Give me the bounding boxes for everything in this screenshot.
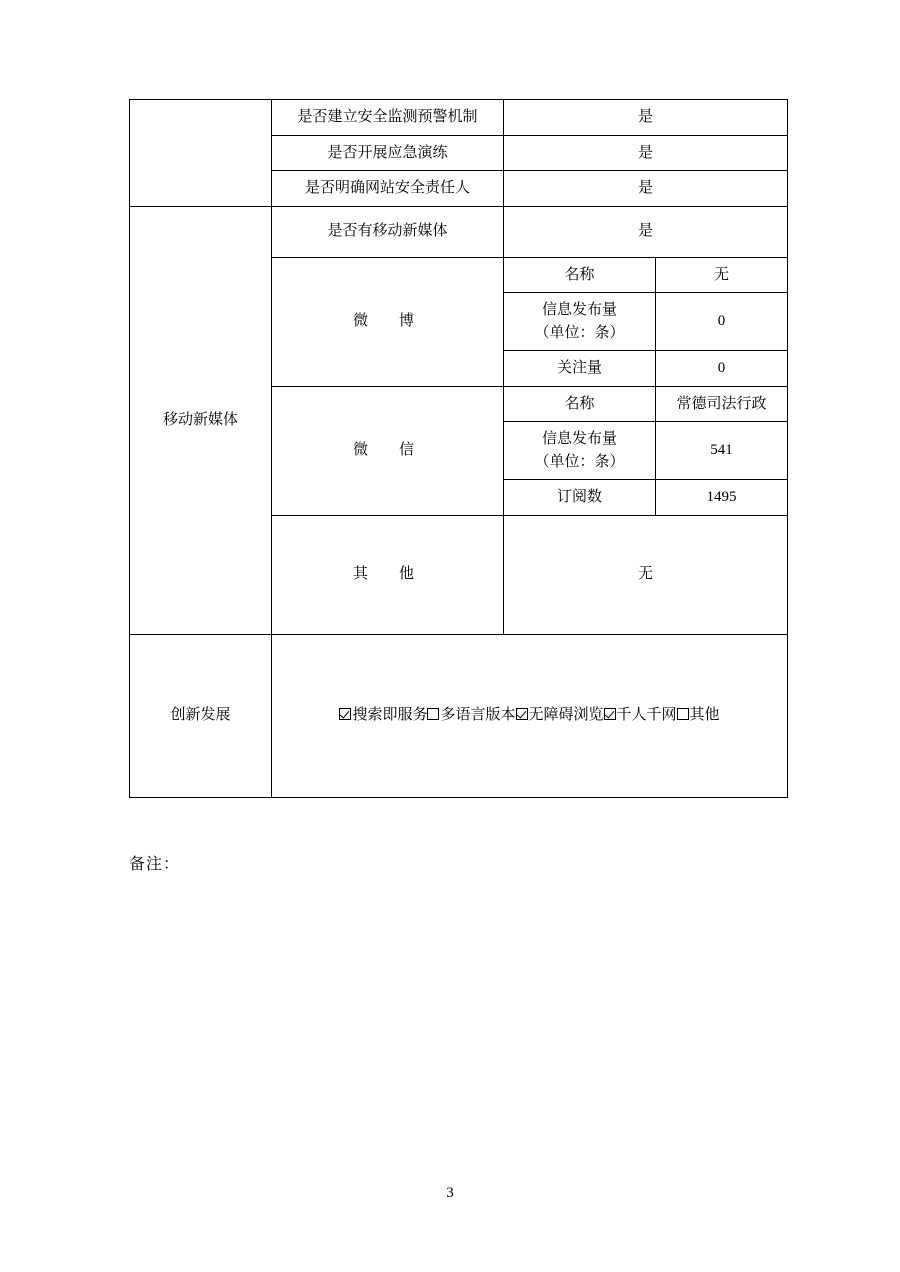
innovation-option-0[interactable] — [339, 707, 427, 723]
checkbox-checked-icon[interactable] — [516, 708, 528, 720]
has-mobile-media-value: 是 — [504, 206, 788, 257]
weibo-name-value: 无 — [656, 257, 788, 293]
weibo-publish-count-label-line1: 信息发布量 — [541, 302, 617, 318]
security-row-label-0: 是否建立安全监测预警机制 — [272, 100, 504, 136]
weibo-publish-count-value: 0 — [656, 293, 788, 351]
weibo-label: 微 博 — [272, 257, 504, 386]
weibo-publish-count-label — [504, 293, 656, 351]
weibo-followers-label: 关注量 — [504, 351, 656, 387]
weibo-name-label: 名称 — [504, 257, 656, 293]
checkbox-unchecked-icon[interactable] — [677, 708, 689, 720]
innovation-option-4-label: 其他 — [689, 707, 720, 724]
innovation-option-3-label: 千人千网 — [616, 707, 677, 724]
security-row-value-1: 是 — [504, 135, 788, 171]
security-row-label-2: 是否明确网站安全责任人 — [272, 171, 504, 207]
has-mobile-media-label: 是否有移动新媒体 — [272, 206, 504, 257]
innovation-option-1[interactable] — [427, 707, 515, 723]
innovation-option-2[interactable] — [516, 707, 604, 723]
innovation-option-3[interactable] — [604, 707, 677, 723]
checkbox-checked-icon[interactable] — [339, 708, 351, 720]
checkbox-checked-icon[interactable] — [604, 708, 616, 720]
weixin-subscribers-label: 订阅数 — [504, 480, 656, 516]
innovation-option-4[interactable] — [677, 707, 720, 723]
security-row-value-2: 是 — [504, 171, 788, 207]
mobile-media-section-label: 移动新媒体 — [130, 206, 272, 634]
weixin-publish-count-label — [504, 422, 656, 480]
table-row — [130, 206, 788, 257]
weixin-name-label: 名称 — [504, 386, 656, 422]
weixin-name-value: 常德司法行政 — [656, 386, 788, 422]
page-number: 3 — [446, 1185, 454, 1201]
innovation-option-1-label: 多语言版本 — [440, 707, 516, 724]
innovation-section-label: 创新发展 — [130, 634, 272, 797]
weixin-publish-count-label-line1: 信息发布量 — [541, 431, 617, 447]
security-section-label — [130, 100, 272, 207]
table-row — [130, 634, 788, 797]
innovation-options-cell — [272, 634, 788, 797]
weibo-followers-value: 0 — [656, 351, 788, 387]
other-media-label: 其 他 — [272, 515, 504, 634]
innovation-options-line — [276, 704, 783, 727]
weixin-subscribers-value: 1495 — [656, 480, 788, 516]
weibo-publish-count-label-line2: （单位：条） — [534, 324, 625, 341]
security-row-label-1: 是否开展应急演练 — [272, 135, 504, 171]
weixin-publish-count-label-line2: （单位：条） — [534, 453, 625, 470]
weixin-label: 微 信 — [272, 386, 504, 515]
innovation-option-0-label: 搜索即服务 — [352, 707, 428, 724]
table-row — [130, 100, 788, 136]
remark-label: 备注： — [129, 856, 181, 873]
website-report-table — [129, 99, 788, 798]
innovation-option-2-label: 无障碍浏览 — [528, 707, 604, 724]
security-row-value-0: 是 — [504, 100, 788, 136]
other-media-value: 无 — [504, 515, 788, 634]
weixin-publish-count-value: 541 — [656, 422, 788, 480]
checkbox-unchecked-icon[interactable] — [427, 708, 439, 720]
